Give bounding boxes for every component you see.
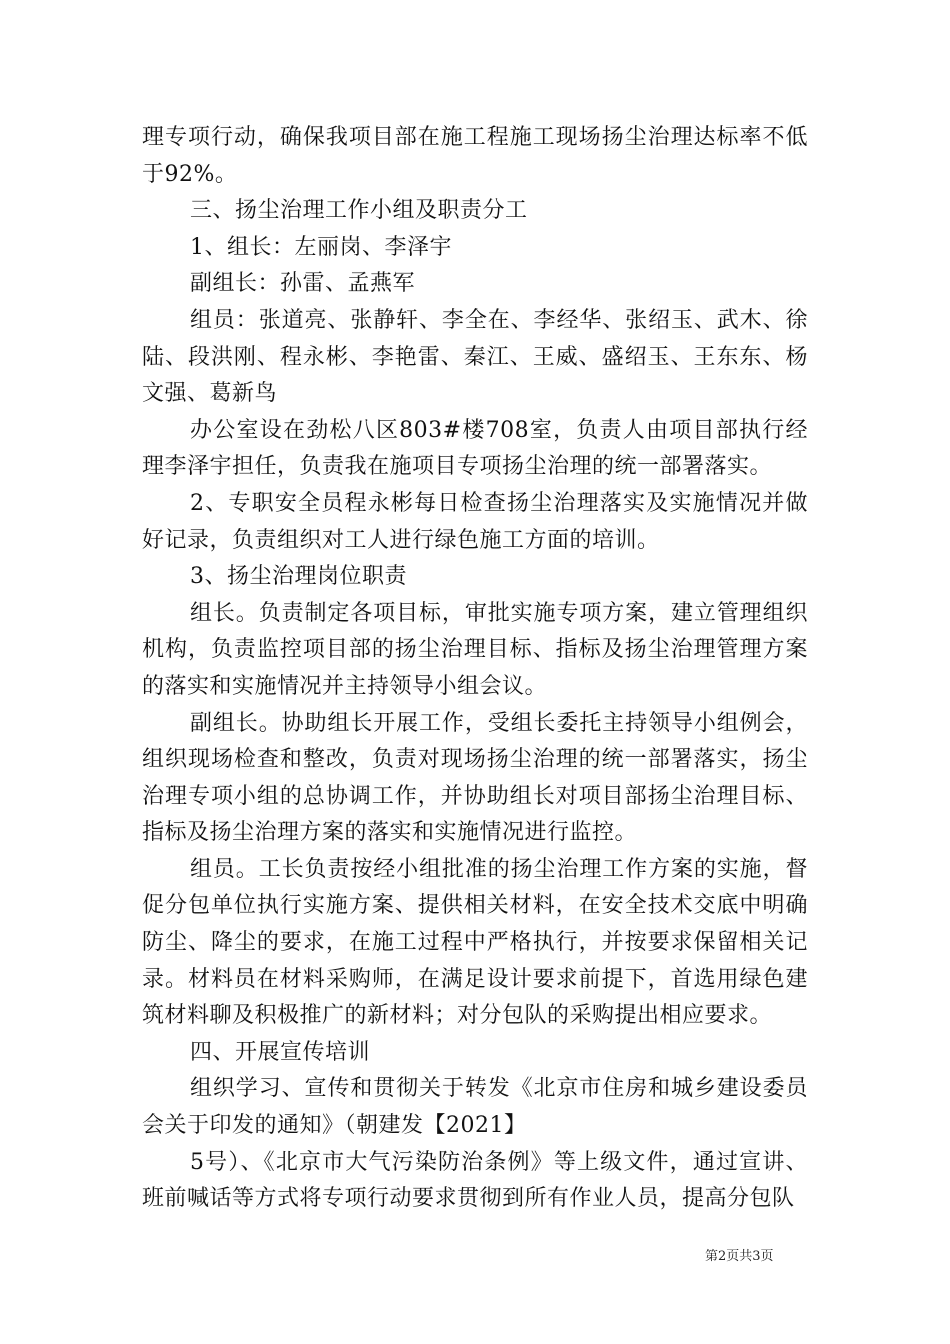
document-body bbox=[142, 120, 808, 1218]
section-heading-3: 三、扬尘治理工作小组及职责分工 bbox=[190, 198, 528, 224]
deputy-duties-paragraph: 副组长。协助组长开展工作，受组长委托主持领导小组例会，组织现场检查和整改，负责对现场扬尘治理的统一部署落实，扬尘治理专项小组的总协调工作，并协助组长对项目部扬尘治理目标、指标及扬尘治理方案的落实和实施情况进行监控。 bbox=[142, 710, 808, 846]
members-paragraph: 组员：张道亮、张静轩、李全在、李经华、张绍玉、武木、徐陆、段洪刚、程永彬、李艳雷、秦江、王威、盛绍玉、王东东、杨文强、葛新鸟 bbox=[142, 307, 808, 407]
leader-duties-paragraph: 组长。负责制定各项目标，审批实施专项方案，建立管理组织机构，负责监控项目部的扬尘治理目标、指标及扬尘治理管理方案的落实和实施情况并主持领导小组会议。 bbox=[142, 600, 808, 699]
office-paragraph: 办公室设在劲松八区803#楼708室，负责人由项目部执行经理李泽宇担任，负责我在施项目专项扬尘治理的统一部署落实。 bbox=[142, 417, 808, 480]
study-paragraph: 组织学习、宣传和贯彻关于转发《北京市住房和城乡建设委员会关于印发的通知》（朝建发【2021】 bbox=[142, 1076, 808, 1139]
paragraph-1: 理专项行动，确保我项目部在施工程施工现场扬尘治理达标率不低于92%。 bbox=[142, 125, 808, 187]
section-heading-4: 四、开展宣传培训 bbox=[190, 1039, 371, 1065]
duties-heading: 3、扬尘治理岗位职责 bbox=[190, 564, 407, 590]
deputy-leader-line: 副组长：孙雷、孟燕军 bbox=[190, 271, 416, 297]
regulation-paragraph: 5号）、《北京市大气污染防治条例》等上级文件，通过宣讲、班前喊话等方式将专项行动要求贯彻到所有作业人员，提高分包队 bbox=[142, 1149, 808, 1212]
member-duties-paragraph: 组员。工长负责按经小组批准的扬尘治理工作方案的实施，督促分包单位执行实施方案、提供相关材料，在安全技术交底中明确防尘、降尘的要求，在施工过程中严格执行，并按要求保留相关记录。材料员在材料采购师，在满足设计要求前提下，首选用绿色建筑材料聊及积极推广的新材料；对分包队的采购提出相应要求。 bbox=[142, 856, 808, 1029]
safety-officer-paragraph: 2、专职安全员程永彬每日检查扬尘治理落实及实施情况并做好记录，负责组织对工人进行绿色施工方面的培训。 bbox=[142, 490, 808, 553]
page-number: 第2页共3页 bbox=[705, 1249, 774, 1264]
leader-line: 1、组长：左丽岗、李泽宇 bbox=[190, 234, 452, 260]
